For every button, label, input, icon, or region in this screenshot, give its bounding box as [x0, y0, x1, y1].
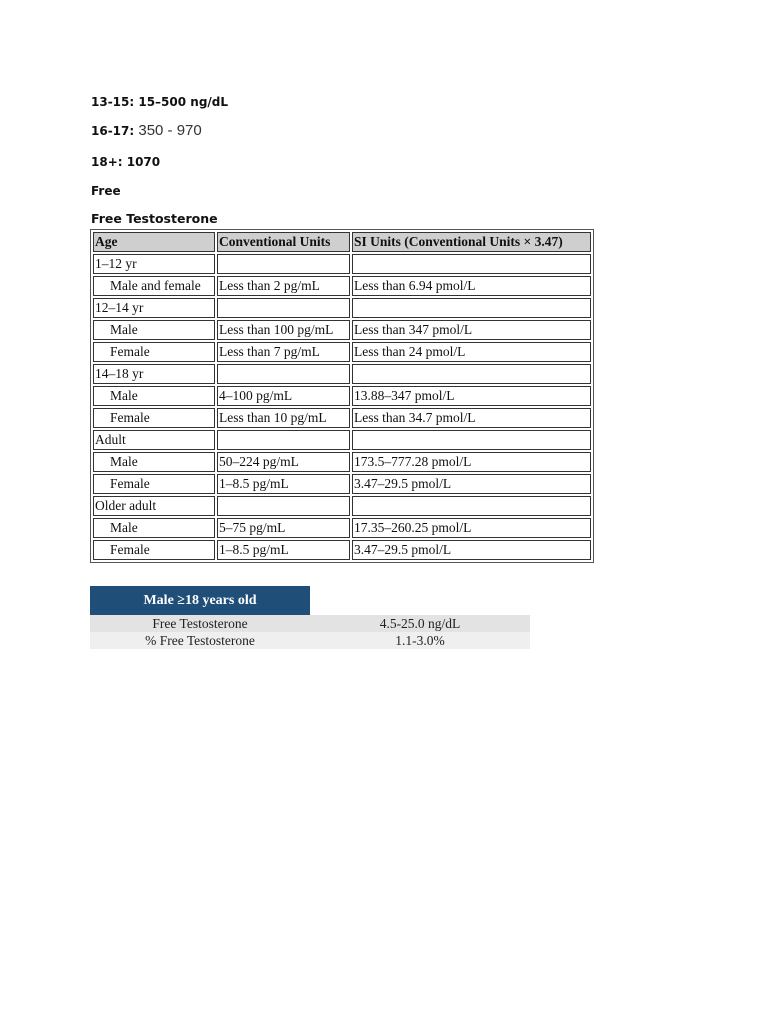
si-units-cell: Less than 6.94 pmol/L	[352, 276, 591, 296]
table-row	[93, 386, 591, 406]
si-units-cell	[352, 254, 591, 274]
age-cell: Male	[93, 386, 215, 406]
age-cell: Female	[93, 474, 215, 494]
conventional-units-cell	[217, 430, 350, 450]
age-cell: 12–14 yr	[93, 298, 215, 318]
table-row	[93, 254, 591, 274]
male-row-value: 4.5-25.0 ng/dL	[310, 615, 530, 632]
si-units-cell	[352, 430, 591, 450]
free-testosterone-table	[90, 229, 594, 563]
table-row	[93, 452, 591, 472]
table-row	[93, 320, 591, 340]
male-table-header-blank	[310, 586, 530, 615]
si-units-cell: Less than 34.7 pmol/L	[352, 408, 591, 428]
age-cell: 14–18 yr	[93, 364, 215, 384]
header-conventional-units: Conventional Units	[217, 232, 350, 252]
si-units-cell	[352, 496, 591, 516]
table-row	[93, 364, 591, 384]
free-label: Free	[91, 184, 121, 198]
age-range-16-17: 16-17: 350 - 970	[91, 122, 202, 139]
si-units-cell: 3.47–29.5 pmol/L	[352, 540, 591, 560]
conventional-units-cell: 1–8.5 pg/mL	[217, 474, 350, 494]
conventional-units-cell	[217, 298, 350, 318]
conventional-units-cell	[217, 364, 350, 384]
table-row	[93, 430, 591, 450]
si-units-cell: 13.88–347 pmol/L	[352, 386, 591, 406]
age-range-16-17-value: 350 - 970	[138, 122, 202, 139]
si-units-cell	[352, 364, 591, 384]
table-row	[90, 632, 530, 649]
age-cell: Male	[93, 320, 215, 340]
age-range-18-plus: 18+: 1070	[91, 155, 161, 169]
male-row-value: 1.1-3.0%	[310, 632, 530, 649]
header-age: Age	[93, 232, 215, 252]
male-table-header: Male ≥18 years old	[90, 586, 310, 615]
si-units-cell: 3.47–29.5 pmol/L	[352, 474, 591, 494]
conventional-units-cell: 4–100 pg/mL	[217, 386, 350, 406]
conventional-units-cell: Less than 100 pg/mL	[217, 320, 350, 340]
table-row	[93, 342, 591, 362]
table-row	[93, 408, 591, 428]
table-row	[93, 474, 591, 494]
conventional-units-cell: Less than 2 pg/mL	[217, 276, 350, 296]
conventional-units-cell: Less than 7 pg/mL	[217, 342, 350, 362]
age-cell: Male and female	[93, 276, 215, 296]
male-row-name: % Free Testosterone	[90, 632, 310, 649]
age-cell: Male	[93, 518, 215, 538]
age-range-13-15: 13-15: 15–500 ng/dL	[91, 95, 229, 109]
free-testosterone-title: Free Testosterone	[91, 211, 218, 226]
age-cell: Older adult	[93, 496, 215, 516]
conventional-units-cell: 50–224 pg/mL	[217, 452, 350, 472]
age-cell: Female	[93, 408, 215, 428]
conventional-units-cell: 5–75 pg/mL	[217, 518, 350, 538]
table-header-row	[93, 232, 591, 252]
table-row	[93, 518, 591, 538]
age-cell: Female	[93, 342, 215, 362]
conventional-units-cell: 1–8.5 pg/mL	[217, 540, 350, 560]
conventional-units-cell	[217, 496, 350, 516]
table-row	[90, 615, 530, 632]
male-reference-table	[90, 586, 530, 649]
age-cell: Adult	[93, 430, 215, 450]
age-cell: Female	[93, 540, 215, 560]
table-row	[93, 298, 591, 318]
conventional-units-cell: Less than 10 pg/mL	[217, 408, 350, 428]
conventional-units-cell	[217, 254, 350, 274]
si-units-cell: Less than 347 pmol/L	[352, 320, 591, 340]
si-units-cell: 17.35–260.25 pmol/L	[352, 518, 591, 538]
age-cell: 1–12 yr	[93, 254, 215, 274]
male-row-name: Free Testosterone	[90, 615, 310, 632]
header-si-units: SI Units (Conventional Units × 3.47)	[352, 232, 591, 252]
table-row	[93, 540, 591, 560]
age-cell: Male	[93, 452, 215, 472]
table-row	[93, 276, 591, 296]
si-units-cell: Less than 24 pmol/L	[352, 342, 591, 362]
si-units-cell: 173.5–777.28 pmol/L	[352, 452, 591, 472]
table-row	[93, 496, 591, 516]
si-units-cell	[352, 298, 591, 318]
